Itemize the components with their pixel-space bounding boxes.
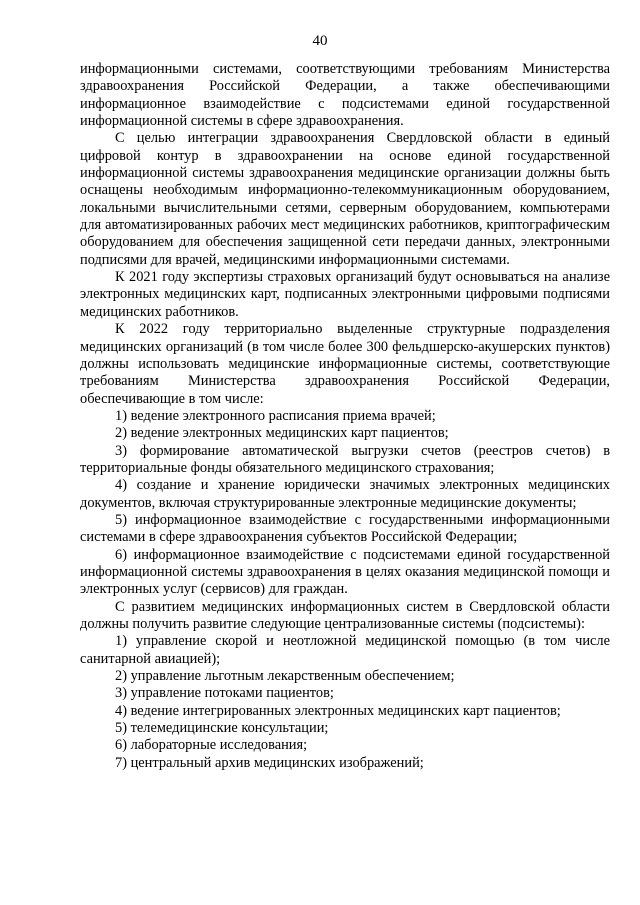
list-item: 3) управление потоками пациентов;	[115, 685, 334, 702]
list-item: 4) создание и хранение юридически значимых электронных медицинских документов, включая структурированные электронные медицинские документы;	[80, 477, 610, 511]
paragraph: информационными системами, соответствующими требованиям Министерства здравоохранения Российской Федерации, а также обеспечивающими информационное взаимодействие с подсистемами единой государственной информационной системы в сфере здравоохранения.	[80, 61, 610, 130]
list-item: 5) телемедицинские консультации;	[115, 720, 329, 737]
list-item: 6) лабораторные исследования;	[115, 737, 308, 754]
document-body	[80, 61, 610, 772]
paragraph: К 2021 году экспертизы страховых организаций будут основываться на анализе электронных медицинских карт, подписанных электронными цифровыми подписями медицинских работников.	[80, 269, 610, 320]
paragraph: К 2022 году территориально выделенные структурные подразделения медицинских организаций (в том числе более 300 фельдшерско-акушерских пунктов) должны использовать медицинские информационные системы, соответствующие требованиям Министерства здравоохранения Российской Федерации, обеспечивающие в том числе:	[80, 321, 610, 407]
list-item: 6) информационное взаимодействие с подсистемами единой государственной информационной системы здравоохранения в целях оказания медицинской помощи и электронных услуг (сервисов) для граждан.	[80, 546, 610, 598]
list-item: 2) ведение электронных медицинских карт пациентов;	[115, 425, 449, 442]
paragraph: С целью интеграции здравоохранения Свердловской области в единый цифровой контур в здравоохранении на основе единой государственной информационной системы здравоохранения медицинские организации должны быть оснащены необходимым информационно-телекоммуникационным оборудованием, локальными вычислительными сетями, серверным оборудованием, компьютерами для автоматизированных рабочих мест медицинских работников, криптографическим оборудованием для обеспечения защищенной сети передачи данных, электронными подписями для врачей, медицинскими информационными системами.	[80, 130, 610, 268]
list-item: 7) центральный архив медицинских изображений;	[115, 754, 424, 771]
list-item: 3) формирование автоматической выгрузки счетов (реестров счетов) в территориальные фонды обязательного медицинского страхования;	[80, 442, 610, 476]
list-item: 4) ведение интегрированных электронных медицинских карт пациентов;	[115, 702, 561, 719]
list-item: 1) ведение электронного расписания приема врачей;	[115, 407, 436, 424]
list-item: 2) управление льготным лекарственным обеспечением;	[115, 668, 455, 685]
list-item: 1) управление скорой и неотложной медицинской помощью (в том числе санитарной авиацией);	[80, 633, 610, 667]
list-item: 5) информационное взаимодействие с государственными информационными системами в сфере здравоохранения субъектов Российской Федерации;	[80, 511, 610, 546]
paragraph: С развитием медицинских информационных систем в Свердловской области должны получить развитие следующие централизованные системы (подсистемы):	[80, 598, 610, 632]
page-number: 40	[312, 33, 328, 49]
